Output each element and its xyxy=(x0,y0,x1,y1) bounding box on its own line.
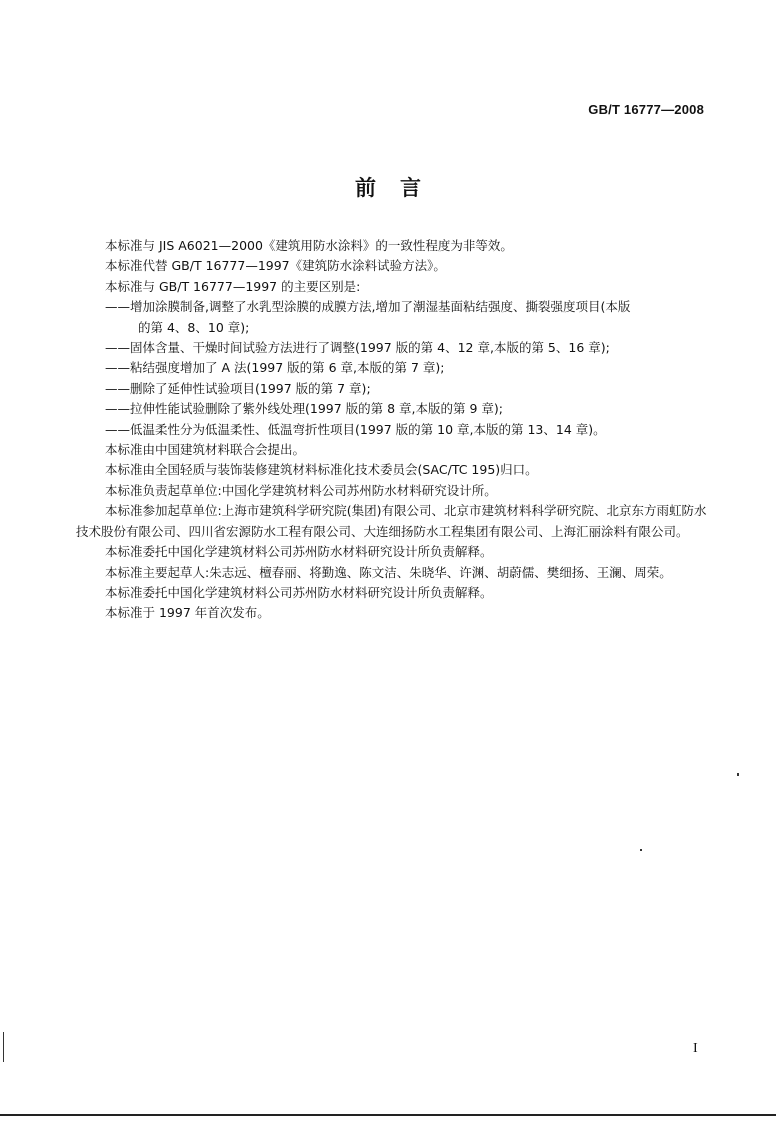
paragraph: 本标准代替 GB/T 16777—1997《建筑防水涂料试验方法》。 xyxy=(105,258,446,274)
paragraph: 本标准参加起草单位:上海市建筑科学研究院(集团)有限公司、北京市建筑材料科学研究院、北京东方雨虹防水技术股份有限公司、四川省宏源防水工程有限公司、大连细扬防水工程集团有限公司、上海汇丽涂料有限公司。 xyxy=(76,503,707,539)
list-item-continuation: 的第 4、8、10 章); xyxy=(138,319,250,335)
paragraph: 本标准委托中国化学建筑材料公司苏州防水材料研究设计所负责解释。 xyxy=(105,544,493,560)
paragraph: 本标准由全国轻质与装饰装修建筑材料标准化技术委员会(SAC/TC 195)归口。 xyxy=(105,462,538,478)
scan-edge-mark xyxy=(3,1032,4,1062)
paragraph: 本标准于 1997 年首次发布。 xyxy=(105,605,270,621)
paragraph: 本标准委托中国化学建筑材料公司苏州防水材料研究设计所负责解释。 xyxy=(105,584,493,600)
page-title: 前言 xyxy=(355,176,445,200)
bottom-rule xyxy=(0,1114,776,1116)
standard-code: GB/T 16777—2008 xyxy=(588,102,704,117)
paragraph: 本标准由中国建筑材料联合会提出。 xyxy=(105,442,306,458)
list-item: ——增加涂膜制备,调整了水乳型涂膜的成膜方法,增加了潮湿基面粘结强度、撕裂强度项目(本版 xyxy=(105,299,631,315)
paragraph: 本标准与 JIS A6021—2000《建筑用防水涂料》的一致性程度为非等效。 xyxy=(105,238,513,253)
paragraph: 本标准主要起草人:朱志远、檀春丽、将勤逸、陈文洁、朱晓华、许渊、胡蔚儒、樊细扬、王澜、周荣。 xyxy=(105,564,672,580)
page-number: I xyxy=(693,1041,698,1056)
foreword-body xyxy=(76,236,708,624)
list-item: ——删除了延伸性试验项目(1997 版的第 7 章); xyxy=(105,380,371,396)
scan-speck xyxy=(737,773,739,776)
list-item: ——固体含量、干燥时间试验方法进行了调整(1997 版的第 4、12 章,本版的第 5、16 章); xyxy=(105,340,610,356)
list-item: ——低温柔性分为低温柔性、低温弯折性项目(1997 版的第 10 章,本版的第 13、14 章)。 xyxy=(105,421,606,437)
list-item: ——粘结强度增加了 A 法(1997 版的第 6 章,本版的第 7 章); xyxy=(105,360,445,376)
scan-speck xyxy=(640,849,642,851)
list-item: ——拉伸性能试验删除了紫外线处理(1997 版的第 8 章,本版的第 9 章); xyxy=(105,401,504,417)
paragraph: 本标准与 GB/T 16777—1997 的主要区别是: xyxy=(105,278,361,294)
paragraph: 本标准负责起草单位:中国化学建筑材料公司苏州防水材料研究设计所。 xyxy=(105,482,497,498)
